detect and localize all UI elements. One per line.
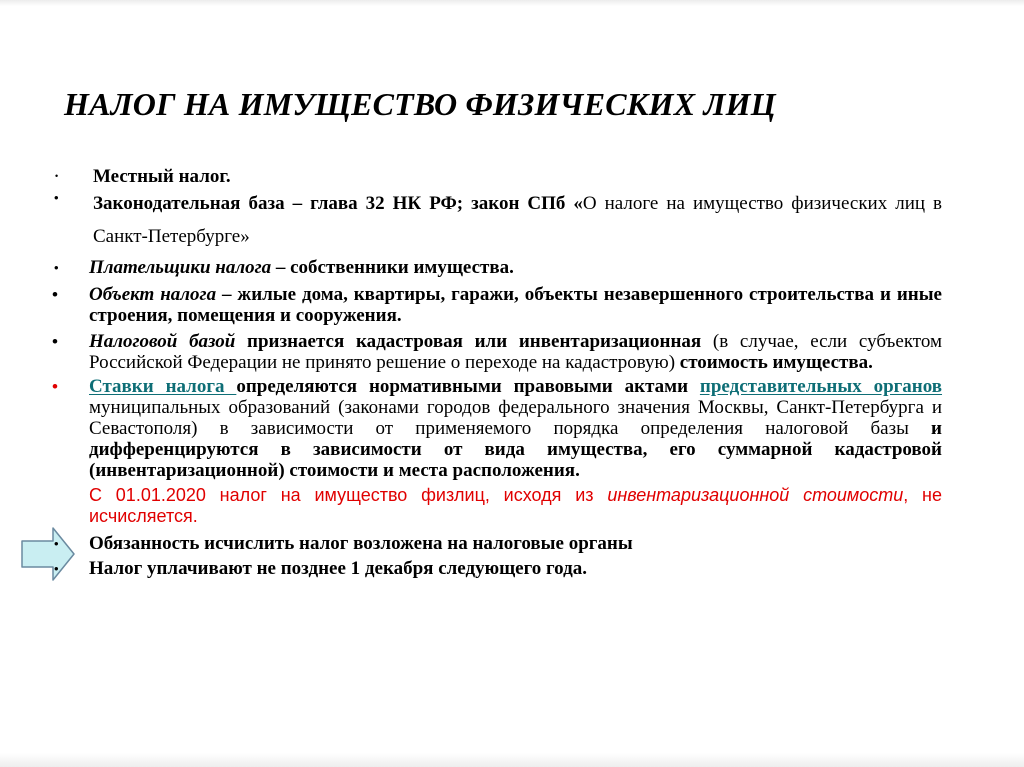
bullet-icon: • — [52, 377, 58, 396]
item-text: Объект налога – жилые дома, квартиры, гаражи, объекты незавершенного строительства и иные строения, помещения и сооружения. — [89, 284, 942, 326]
list-item — [52, 331, 942, 373]
item-text: Обязанность исчислить налог возложена на налоговые органы — [89, 533, 633, 554]
slide-title: НАЛОГ НА ИМУЩЕСТВО ФИЗИЧЕСКИХ ЛИЦ — [64, 86, 776, 122]
list-item — [52, 376, 942, 481]
list-item — [52, 166, 942, 187]
bullet-icon: • — [55, 171, 59, 181]
item-text: Ставки налога определяются нормативными правовыми актами представительных органов муниципальных образований (законами городов федерального значения Москвы, Санкт-Петербурга и Севастополя) в зависимости от применяемого порядка определения налоговой базы и дифференцируются в зависимости от вида имущества, его суммарной кадастровой (инвентаризационной) стоимости и места расположения. — [89, 376, 943, 481]
item-text: Налоговой базой признается кадастровая или инвентаризационная (в случае, если субъектом Российской Федерации не принято решение о переходе на кадастровую) стоимость имущества. — [89, 331, 943, 373]
bullet-icon: • — [54, 190, 59, 205]
bullet-icon: • — [52, 332, 58, 351]
item-text: Налог уплачивают не позднее 1 декабря следующего года. — [89, 558, 587, 579]
list-item — [52, 485, 942, 527]
red-note: С 01.01.2020 налог на имущество физлиц, исходя из инвентаризационной стоимости, не исчисляется. — [89, 485, 943, 526]
list-item — [52, 558, 942, 579]
list-item — [52, 257, 942, 278]
item-text: Местный налог. — [93, 166, 231, 187]
bullet-icon: • — [52, 285, 58, 304]
bullet-icon: • — [54, 260, 59, 275]
list-item — [52, 533, 942, 554]
bullet-icon: • — [54, 536, 59, 551]
bullet-icon: • — [54, 561, 59, 576]
representative-bodies-link[interactable]: представительных органов — [699, 376, 943, 397]
list-item — [52, 284, 942, 326]
item-text: Законодательная база – глава 32 НК РФ; закон СПб «О налоге на имущество физических лиц в Санкт-Петербурге» — [93, 193, 942, 247]
bullet-list — [52, 166, 942, 579]
rates-link[interactable]: Ставки налога — [89, 376, 237, 397]
list-item — [52, 187, 942, 253]
item-text: Плательщики налога – собственники имущества. — [89, 257, 514, 278]
